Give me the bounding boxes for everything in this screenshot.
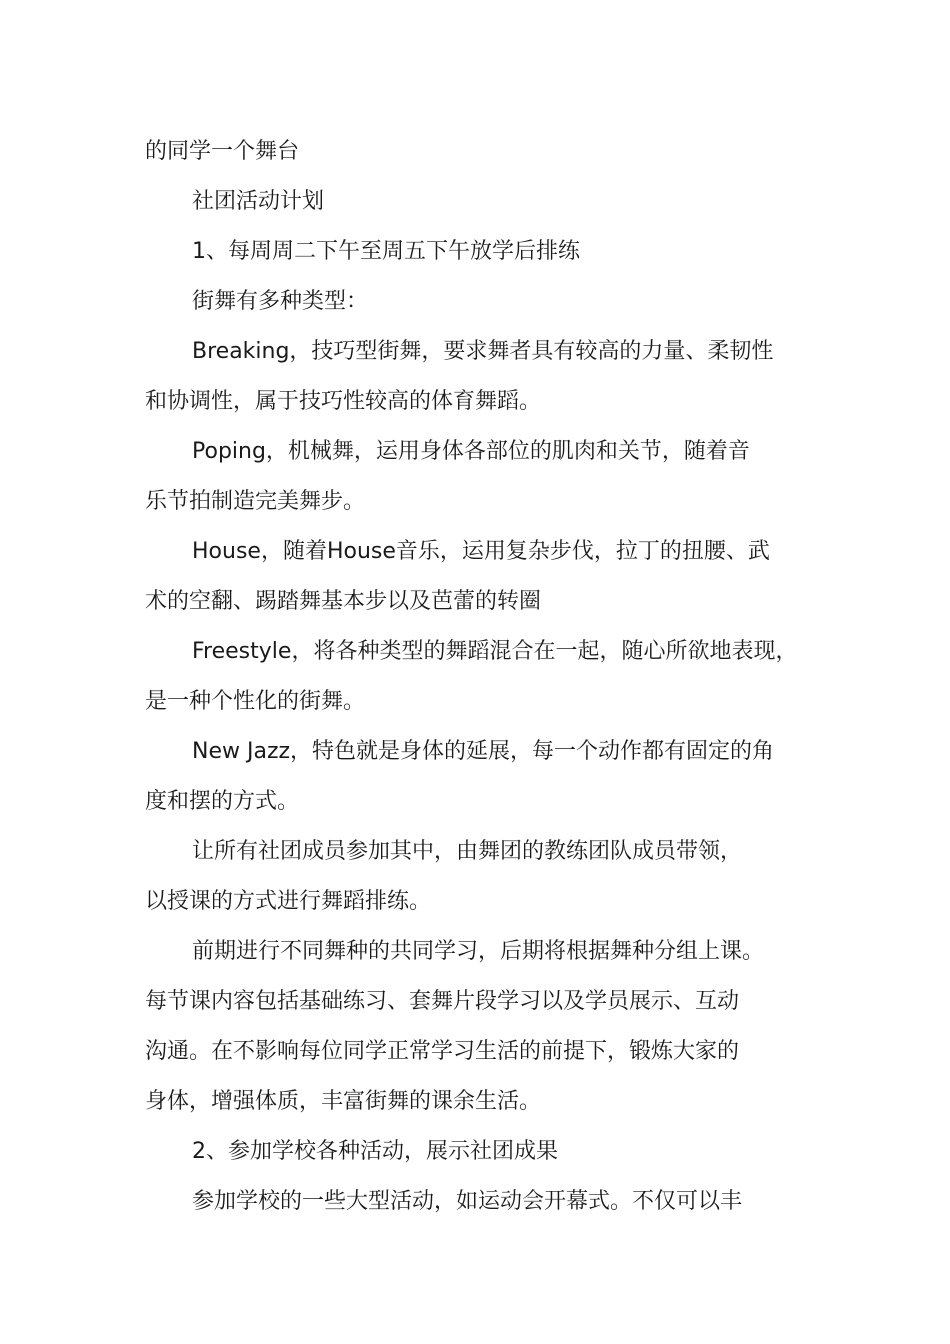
text-line: 的同学一个舞台: [145, 139, 300, 164]
document-body: [145, 127, 820, 1227]
text-line: House，随着House音乐，运用复杂步伐，拉丁的扭腰、武: [192, 539, 770, 564]
text-line: 每节课内容包括基础练习、套舞片段学习以及学员展示、互动: [145, 989, 740, 1014]
text-line: 参加学校的一些大型活动，如运动会开幕式。不仅可以丰: [192, 1189, 743, 1214]
text-line: 2、参加学校各种活动，展示社团成果: [192, 1139, 558, 1164]
text-line: 前期进行不同舞种的共同学习，后期将根据舞种分组上课。: [192, 939, 765, 964]
text-line: Freestyle，将各种类型的舞蹈混合在一起，随心所欲地表现，: [192, 639, 798, 664]
text-line: 1、每周周二下午至周五下午放学后排练: [192, 239, 580, 264]
text-line: 度和摆的方式。: [145, 789, 300, 814]
text-line: 沟通。在不影响每位同学正常学习生活的前提下，锻炼大家的: [145, 1039, 740, 1064]
text-line: 乐节拍制造完美舞步。: [145, 489, 366, 514]
text-line: 术的空翻、踢踏舞基本步以及芭蕾的转圈: [145, 589, 542, 614]
text-line: 和协调性，属于技巧性较高的体育舞蹈。: [145, 389, 542, 414]
text-line: Breaking，技巧型街舞，要求舞者具有较高的力量、柔韧性: [192, 339, 774, 364]
text-line: 让所有社团成员参加其中，由舞团的教练团队成员带领，: [192, 839, 743, 864]
text-line: Poping，机械舞，运用身体各部位的肌肉和关节，随着音: [192, 439, 750, 464]
text-line: 身体，增强体质，丰富街舞的课余生活。: [145, 1089, 542, 1114]
text-line: 以授课的方式进行舞蹈排练。: [145, 889, 432, 914]
text-line: New Jazz，特色就是身体的延展，每一个动作都有固定的角: [192, 739, 775, 764]
text-line: 是一种个性化的街舞。: [145, 689, 366, 714]
text-line: 街舞有多种类型：: [192, 289, 369, 314]
section-heading: 社团活动计划: [192, 189, 325, 214]
